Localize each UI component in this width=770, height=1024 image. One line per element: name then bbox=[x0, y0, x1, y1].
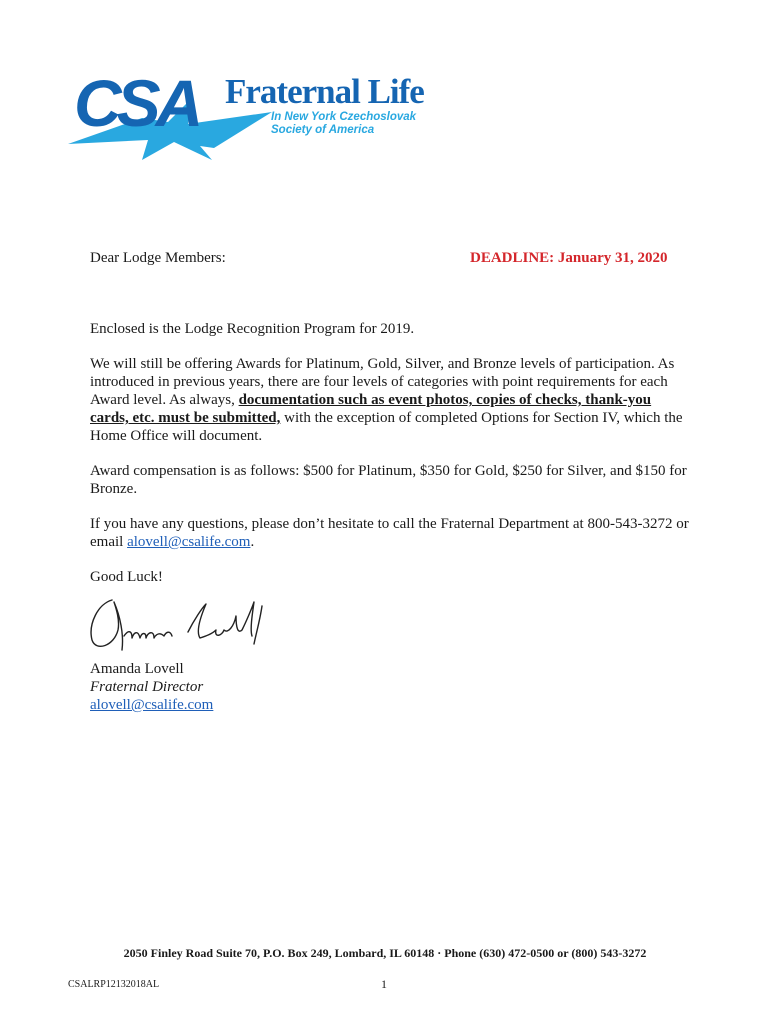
paragraph-awards-text: We will still be offering Awards for Platinum, Gold, Silver, and Bronze levels of participation. As introduced in previous years, there are four levels of categories with point requirements for each Award level. As always, bbox=[90, 356, 675, 408]
logo-fraternal-life: Fraternal Life bbox=[225, 72, 424, 111]
logo-tagline bbox=[271, 111, 416, 137]
paragraph-awards bbox=[90, 355, 690, 445]
signatory-name: Amanda Lovell bbox=[90, 661, 184, 677]
page-number: 1 bbox=[381, 977, 387, 991]
footer-address: 2050 Finley Road Suite 70, P.O. Box 249, Lombard, IL 60148 · Phone (630) 472-0500 or (800) 543-3272 bbox=[123, 946, 647, 960]
paragraph-awards-exception: with the exception of completed Options for Section IV, which the Home Office will document. bbox=[90, 410, 683, 444]
signatory-title: Fraternal Director bbox=[90, 679, 204, 695]
signature-block bbox=[90, 660, 213, 714]
paragraph-compensation: Award compensation is as follows: $500 for Platinum, $350 for Gold, $250 for Silver, and $150 for Bronze. bbox=[90, 463, 687, 497]
letter-body bbox=[90, 320, 690, 603]
paragraph-intro: Enclosed is the Lodge Recognition Program for 2019. bbox=[90, 321, 415, 337]
logo-csa-wordmark: CSA bbox=[74, 66, 199, 140]
handwritten-signature bbox=[84, 594, 284, 658]
logo-tagline-line1: In New York Czechoslovak bbox=[271, 111, 417, 123]
greeting: Dear Lodge Members: bbox=[90, 250, 226, 266]
contact-email-link[interactable]: alovell@csalife.com bbox=[127, 534, 251, 550]
paragraph-contact-text: If you have any questions, please don’t hesitate to call the Fraternal Department at 800-543-3272 or email bbox=[90, 516, 689, 550]
paragraph-contact bbox=[90, 515, 690, 551]
documentation-requirement: documentation such as event photos, copies of checks, thank-you cards, etc. must be submitted, bbox=[90, 392, 652, 426]
paragraph-contact-end: . bbox=[250, 534, 255, 550]
deadline-notice: DEADLINE: January 31, 2020 bbox=[470, 250, 668, 266]
signatory-email-link[interactable]: alovell@csalife.com bbox=[90, 697, 214, 713]
paragraph-closing: Good Luck! bbox=[90, 569, 163, 585]
document-code: CSALRP12132018AL bbox=[68, 979, 160, 990]
logo-tagline-line2: Society of America bbox=[271, 124, 375, 136]
csa-logo bbox=[64, 64, 424, 164]
